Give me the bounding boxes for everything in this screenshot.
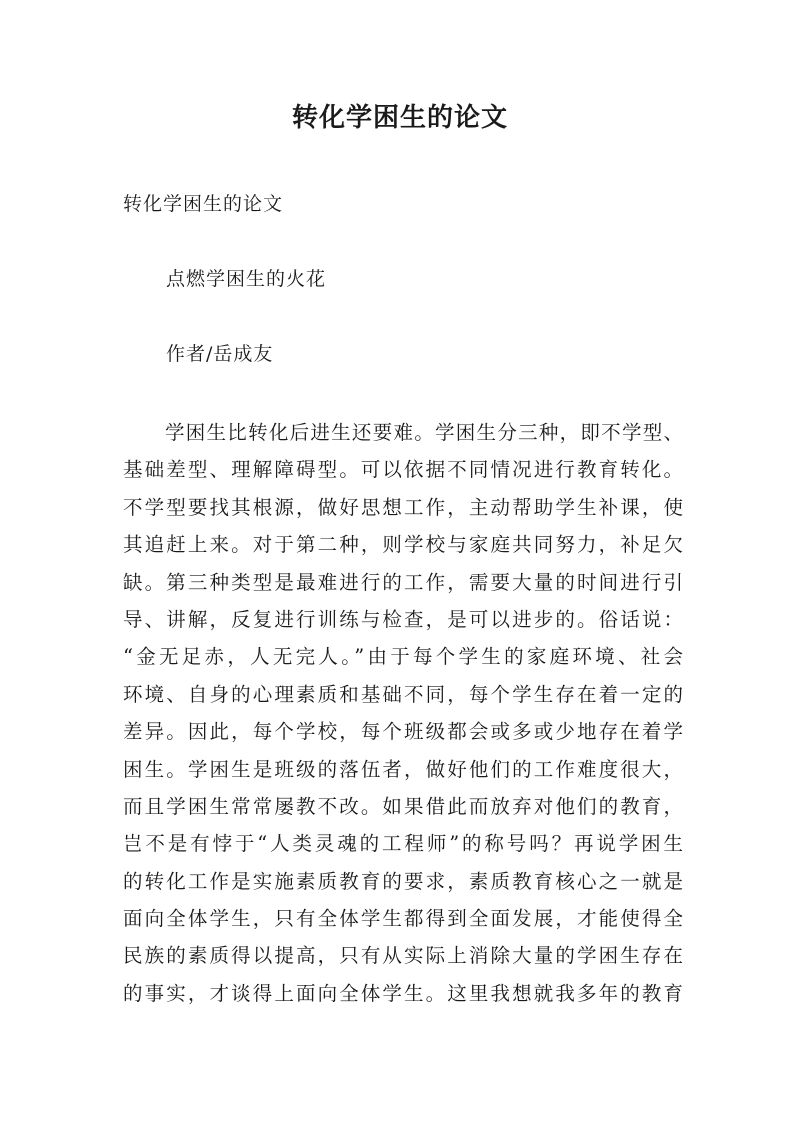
author-line: 作者/岳成友 — [166, 343, 274, 365]
body-line: 缺。第三种类型是最难进行的工作，需要大量的时间进行引 — [123, 570, 683, 594]
body-line: 导、讲解，反复进行训练与检查，是可以进步的。俗话说： — [123, 607, 683, 631]
body-paragraph — [123, 414, 683, 1012]
article-heading: 点燃学困生的火花 — [166, 268, 327, 290]
body-line: 面向全体学生，只有全体学生都得到全面发展，才能使得全 — [123, 907, 683, 931]
body-line: 民族的素质得以提高，只有从实际上消除大量的学困生存在 — [123, 944, 683, 968]
body-line: 基础差型、理解障碍型。可以依据不同情况进行教育转化。 — [123, 458, 683, 482]
body-line: 不学型要找其根源，做好思想工作，主动帮助学生补课，使 — [123, 495, 683, 519]
body-line: 其追赶上来。对于第二种，则学校与家庭共同努力，补足欠 — [123, 533, 683, 557]
body-line: 困生。学困生是班级的落伍者，做好他们的工作难度很大， — [123, 757, 683, 781]
body-line: 的转化工作是实施素质教育的要求，素质教育核心之一就是 — [123, 869, 683, 893]
body-line: 环境、自身的心理素质和基础不同，每个学生存在着一定的 — [123, 682, 683, 706]
page-title: 转化学困生的论文 — [291, 103, 508, 133]
body-line: 的事实，才谈得上面向全体学生。这里我想就我多年的教育 — [123, 981, 683, 1005]
body-line: 而且学困生常常屡教不改。如果借此而放弃对他们的教育， — [123, 794, 683, 818]
body-line: 差异。因此，每个学校，每个班级都会或多或少地存在着学 — [123, 720, 683, 744]
body-line: “金无足赤，人无完人。”由于每个学生的家庭环境、社会 — [123, 645, 683, 669]
body-line: 学困生比转化后进生还要难。学困生分三种，即不学型、 — [165, 421, 683, 444]
body-line: 岂不是有悖于“人类灵魂的工程师”的称号吗？再说学困生 — [123, 832, 683, 856]
document-subtitle: 转化学困生的论文 — [123, 193, 284, 215]
